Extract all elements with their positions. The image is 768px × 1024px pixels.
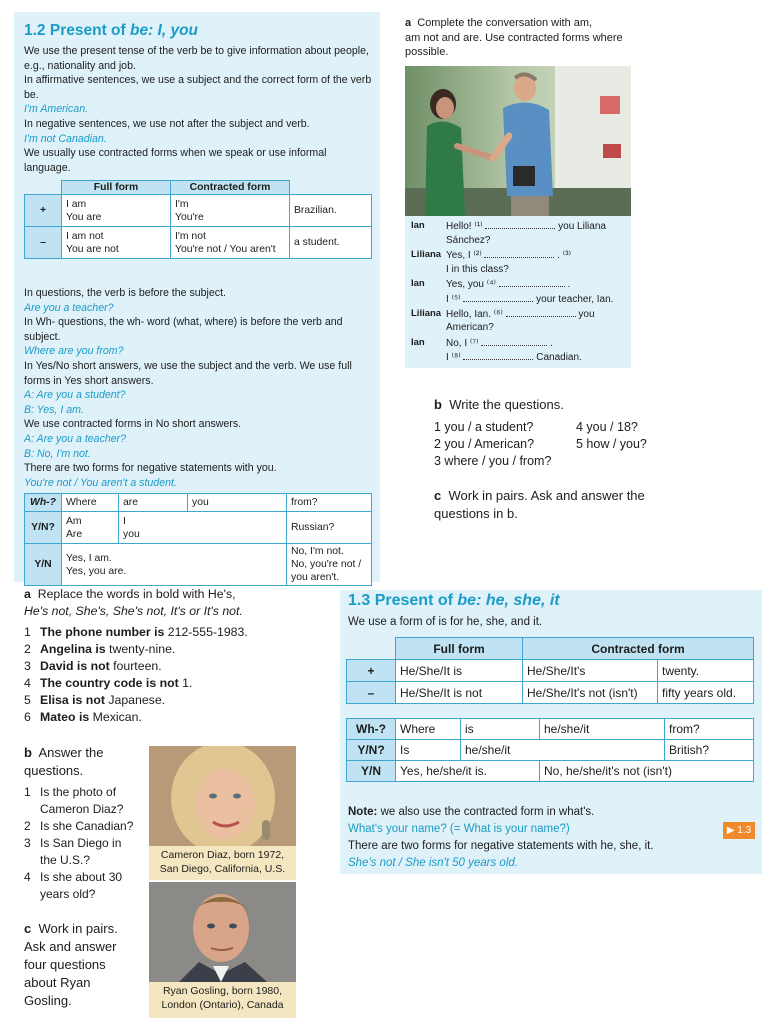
plus-label: + [25, 195, 62, 227]
conversation-line [405, 322, 631, 336]
col-header-full: Full form [62, 181, 171, 195]
conversation-panel [405, 216, 631, 368]
cell-text: No, I'm not. [291, 546, 344, 557]
cameron-diaz-caption [149, 846, 296, 880]
plus-label: + [347, 660, 396, 682]
exercise-letter: b [434, 397, 442, 412]
table-cell [62, 227, 171, 259]
conversation-line [405, 278, 631, 292]
cell-text: You're [175, 211, 204, 223]
line-prompt: Hello, Ian. ⁽⁶⁾ [446, 308, 506, 320]
cell-text: You are not [66, 243, 119, 255]
exercise-letter: c [24, 921, 32, 936]
instruction-text: four questions [24, 957, 106, 972]
exercise-item [24, 624, 344, 641]
question-text: Cameron Diaz? [40, 802, 124, 816]
table-cell [62, 512, 119, 544]
instruction-text: Complete the conversation with am, [417, 17, 593, 29]
line-continuation: . [564, 279, 571, 291]
conversation-line [405, 308, 631, 322]
question-text: the U.S.? [40, 853, 91, 867]
example-text: She's not / She isn't 50 years old. [348, 857, 518, 869]
item-rest: fourteen. [109, 659, 162, 673]
yn-answer-label: Y/N [25, 544, 62, 586]
question-item: 1 Is the photo of Cameron Diaz? [24, 785, 124, 816]
line-text [446, 293, 613, 305]
question-text: Is she about 30 [40, 870, 123, 884]
affirmative-negative-table [24, 180, 372, 259]
bold-phrase: The phone number is [40, 625, 165, 639]
example-text: Where are you from? [24, 345, 124, 358]
yn-question-label: Y/N? [347, 740, 396, 761]
table-cell: twenty. [658, 660, 754, 682]
cell-text: Am [66, 515, 82, 527]
bold-phrase: Elisa is not [40, 693, 105, 707]
example-text: B: No, I'm not. [24, 447, 91, 460]
table-cell: British? [665, 740, 754, 761]
line-continuation: you Liliana [555, 221, 606, 232]
note-section [348, 804, 748, 872]
table-cell: Brazilian. [290, 195, 372, 227]
minus-label: – [347, 682, 396, 704]
item-number: 4 [24, 676, 31, 690]
title-subject: : he, she, it [476, 592, 560, 609]
question-item: 2 Is she Canadian? [24, 819, 134, 833]
table-cell: a student. [290, 227, 372, 259]
instruction-text: Ask and answer [24, 939, 117, 954]
rule-text: We use contracted forms in No short answers. [24, 418, 242, 431]
table-cell: he/she/it [540, 719, 665, 740]
col-header-contracted: Contracted form [523, 638, 754, 660]
table-cell [119, 512, 287, 544]
question-table [24, 493, 372, 586]
he-she-it-table [346, 637, 754, 704]
cell-text: I am [66, 198, 87, 210]
question-item: 3 where / you / from? [434, 454, 552, 468]
exercise-item [24, 692, 344, 709]
exercise-title: Write the questions. [449, 397, 564, 412]
example-text: A: Are you a teacher? [24, 432, 127, 445]
title-be: be [129, 22, 149, 39]
speaker-name: Ian [411, 220, 425, 231]
question-text: years old? [40, 887, 96, 901]
line-prompt: No, I ⁽⁷⁾ [446, 337, 482, 349]
example-text: I'm not Canadian. [24, 132, 107, 145]
exercise-title: questions. [24, 762, 84, 778]
rules-bottom [24, 286, 372, 490]
table-cell [62, 544, 287, 586]
exercise-c-left [24, 920, 148, 1010]
rule-text: We use a form of is for he, she, and it. [348, 616, 543, 628]
conversation-line [405, 264, 631, 278]
line-text [446, 337, 553, 349]
rule-text: We usually use contracted forms when we speak or use informal language. [24, 147, 327, 174]
question-item: 2 you / American? [434, 437, 535, 451]
line-text [446, 278, 570, 290]
instruction-text: Work in pairs. [38, 921, 118, 936]
question-text: Is the photo of [40, 785, 117, 799]
line-prompt: American? [446, 322, 494, 334]
handshake-photo [405, 66, 631, 216]
example-text: Are you a teacher? [24, 301, 114, 314]
line-text [446, 351, 582, 363]
minus-label: – [25, 227, 62, 259]
line-prompt: Sánchez? [446, 234, 491, 246]
cell-text: you [123, 528, 140, 540]
conversation-line [405, 220, 631, 234]
bold-phrase: Angelina is [40, 642, 106, 656]
cell-text: I'm [175, 198, 189, 210]
question-text: Is she Canadian? [40, 819, 134, 833]
table-cell: Where [62, 494, 119, 512]
line-text [446, 322, 494, 333]
example-text: I'm American. [24, 103, 89, 116]
item-number: 5 [24, 693, 31, 707]
question-item: 4 Is she about 30 years old? [24, 870, 123, 901]
answer-blank[interactable] [463, 293, 533, 302]
line-prompt: Yes, you ⁽⁴⁾ [446, 279, 499, 291]
cameron-diaz-photo [149, 746, 296, 846]
instruction-text: possible. [405, 46, 449, 58]
he-she-it-question-table [346, 718, 754, 782]
line-continuation: . [547, 337, 553, 349]
table-cell: fifty years old. [658, 682, 754, 704]
wh-label: Wh-? [25, 494, 62, 512]
table-cell: is [461, 719, 540, 740]
item-number: 6 [24, 710, 31, 724]
cell-text: No, you're not / you aren't. [291, 559, 362, 583]
table-cell: He/She/It's [523, 660, 658, 682]
exercise-c-right [434, 487, 734, 523]
instruction-text: Work in pairs. Ask and answer the [448, 488, 645, 503]
table-cell: He/She/It is not [396, 682, 523, 704]
conversation-line [405, 337, 631, 351]
conversation-line [405, 249, 631, 263]
question-item: 3 Is San Diego in the U.S.? [24, 836, 122, 867]
cell-text: I'm not [175, 230, 206, 242]
cell-text: You're not / You aren't [175, 243, 276, 255]
item-rest: twenty-nine. [105, 642, 176, 656]
yn-question-label: Y/N? [25, 512, 62, 544]
answer-blank[interactable] [506, 308, 576, 317]
exercise-item [24, 658, 344, 675]
title-be: be [457, 592, 477, 609]
item-number: 3 [24, 659, 31, 673]
title-text: Present of [374, 592, 458, 609]
table-cell [171, 227, 290, 259]
exercise-letter: b [24, 745, 32, 760]
box-title [348, 592, 560, 610]
cell-text: Yes, I am. [66, 552, 112, 564]
answer-blank[interactable] [485, 220, 555, 229]
grammar-box-1-3 [340, 590, 762, 874]
answer-blank[interactable] [463, 351, 533, 360]
line-text [446, 235, 490, 246]
question-item: 1 you / a student? [434, 420, 534, 434]
exercise-b-left-title [24, 744, 148, 779]
box-number: 1.2 [24, 22, 46, 39]
table-cell: Where [396, 719, 461, 740]
instruction-text: about Ryan [24, 975, 91, 990]
ryan-gosling-photo [149, 882, 296, 982]
exercise-a-instructions [405, 16, 645, 60]
line-prompt: I ⁽⁸⁾ [446, 352, 464, 364]
table-cell: No, he/she/it's not (isn't) [540, 761, 754, 782]
line-continuation: your teacher, Ian. [533, 294, 614, 305]
reference-badge[interactable]: ▶ 1.3 [723, 822, 755, 839]
title-subject: : I, you [148, 22, 199, 39]
question-text: Is San Diego in [40, 836, 122, 850]
table-cell: he/she/it [461, 740, 665, 761]
line-text [446, 220, 606, 232]
table-cell: Russian? [287, 512, 372, 544]
example-text: What's your name? (= What is your name?) [348, 823, 570, 835]
item-number: 2 [24, 642, 31, 656]
box-title [24, 22, 198, 40]
line-prompt: Hello! ⁽¹⁾ [446, 221, 486, 232]
item-rest: Mexican. [89, 710, 142, 724]
exercise-title: Answer the [38, 745, 104, 760]
caption-text: San Diego, California, U.S. [159, 863, 286, 875]
caption-text: Cameron Diaz, born 1972, [160, 849, 285, 861]
table-blank [290, 181, 372, 195]
conversation-line [405, 351, 631, 365]
line-continuation: . ⁽³⁾ [554, 250, 572, 262]
title-text: Present of [49, 22, 130, 39]
col-header-full: Full form [396, 638, 523, 660]
rule-text: In Wh- questions, the wh- word (what, where) is before the verb and subject. [24, 316, 343, 343]
conversation-line [405, 293, 631, 307]
exercise-item [24, 641, 344, 658]
line-text [446, 308, 595, 320]
table-corner [347, 638, 396, 660]
example-text: You're not / You aren't a student. [24, 476, 177, 489]
rule-text: In affirmative sentences, we use a subject and the correct form of the verb be. [24, 74, 372, 101]
caption-text: London (Ontario), Canada [161, 999, 284, 1011]
cell-text: I am not [66, 230, 104, 242]
exercise-a-left [24, 586, 344, 726]
item-rest: 212-555-1983. [164, 625, 248, 639]
rule-text: In Yes/No short answers, we use the subject and the verb. We use full forms in Yes short answers. [24, 359, 352, 387]
item-rest: 1. [178, 676, 193, 690]
yn-answer-label: Y/N [347, 761, 396, 782]
box-number: 1.3 [348, 592, 371, 609]
line-text [446, 249, 571, 261]
table-cell: are [119, 494, 188, 512]
note-text: we also use the contracted form in what's. [377, 806, 595, 818]
instruction-text: am not and are. Use contracted forms where [405, 31, 623, 44]
caption-text: Ryan Gosling, born 1980, [162, 985, 283, 997]
table-cell: Yes, he/she/it is. [396, 761, 540, 782]
grammar-box-1-2 [14, 12, 380, 582]
instruction-text: questions in b. [434, 506, 518, 521]
exercise-a-items [24, 624, 344, 726]
table-cell: you [188, 494, 287, 512]
exercise-b-left-questions [24, 784, 148, 903]
line-prompt: I ⁽⁵⁾ [446, 294, 464, 305]
rules-top [24, 44, 372, 175]
exercise-letter: a [405, 17, 412, 29]
note-label: Note: [348, 806, 378, 818]
cell-text: Yes, you are. [66, 565, 127, 577]
rule-text: In negative sentences, we use not after the subject and verb. [24, 117, 310, 130]
table-cell [287, 544, 372, 586]
item-number: 1 [24, 625, 31, 639]
answer-blank[interactable] [484, 249, 554, 258]
speaker-name: Ian [411, 336, 425, 348]
line-prompt: Yes, I ⁽²⁾ [446, 250, 485, 262]
bold-phrase: David is not [40, 659, 110, 673]
table-cell: from? [287, 494, 372, 512]
answer-blank[interactable] [481, 337, 547, 346]
answer-blank[interactable] [499, 278, 565, 287]
wh-label: Wh-? [347, 719, 396, 740]
table-cell: from? [665, 719, 754, 740]
instruction-text: He's not, She's, She's not, It's or It's not. [24, 604, 243, 618]
table-cell [62, 195, 171, 227]
question-item: 4 you / 18? [576, 420, 638, 434]
exercise-letter: c [434, 488, 442, 503]
table-cell [171, 195, 290, 227]
line-text [446, 264, 509, 275]
line-continuation: Canadian. [533, 352, 582, 364]
rule-text: In questions, the verb is before the subject. [24, 287, 226, 299]
table-cell: He/She/It's not (isn't) [523, 682, 658, 704]
col-header-contracted: Contracted form [171, 181, 290, 195]
rule-text: There are two forms for negative statements with he, she, it. [348, 840, 654, 852]
exercise-item [24, 675, 344, 692]
exercise-item [24, 709, 344, 726]
exercise-b-right [434, 397, 734, 468]
table-cell: Is [396, 740, 461, 761]
cell-text: Are [66, 528, 83, 540]
cell-text: You are [66, 211, 102, 223]
instruction-text: Gosling. [24, 993, 72, 1008]
instruction-text: Replace the words in bold with He's, [37, 587, 236, 601]
rule-text: We use the present tense of the verb be to give information about people, e.g., nationality and job. [24, 45, 369, 72]
table-cell: He/She/It is [396, 660, 523, 682]
speaker-name: Liliana [411, 307, 442, 319]
conversation-line [405, 235, 631, 249]
bold-phrase: Mateo is [40, 710, 90, 724]
example-text: B: Yes, I am. [24, 403, 84, 416]
speaker-name: Liliana [411, 249, 442, 261]
cell-text: I [123, 515, 126, 527]
line-prompt: I in this class? [446, 263, 509, 275]
rule-text: There are two forms for negative statements with you. [24, 462, 277, 475]
question-item: 5 how / you? [576, 437, 647, 451]
bold-phrase: The country code is not [40, 676, 179, 690]
speaker-name: Ian [411, 278, 425, 290]
item-rest: Japanese. [104, 693, 166, 707]
table-corner [25, 181, 62, 195]
ryan-gosling-caption [149, 982, 296, 1018]
line-continuation: you [575, 308, 595, 320]
exercise-letter: a [24, 587, 31, 601]
example-text: A: Are you a student? [24, 389, 126, 402]
